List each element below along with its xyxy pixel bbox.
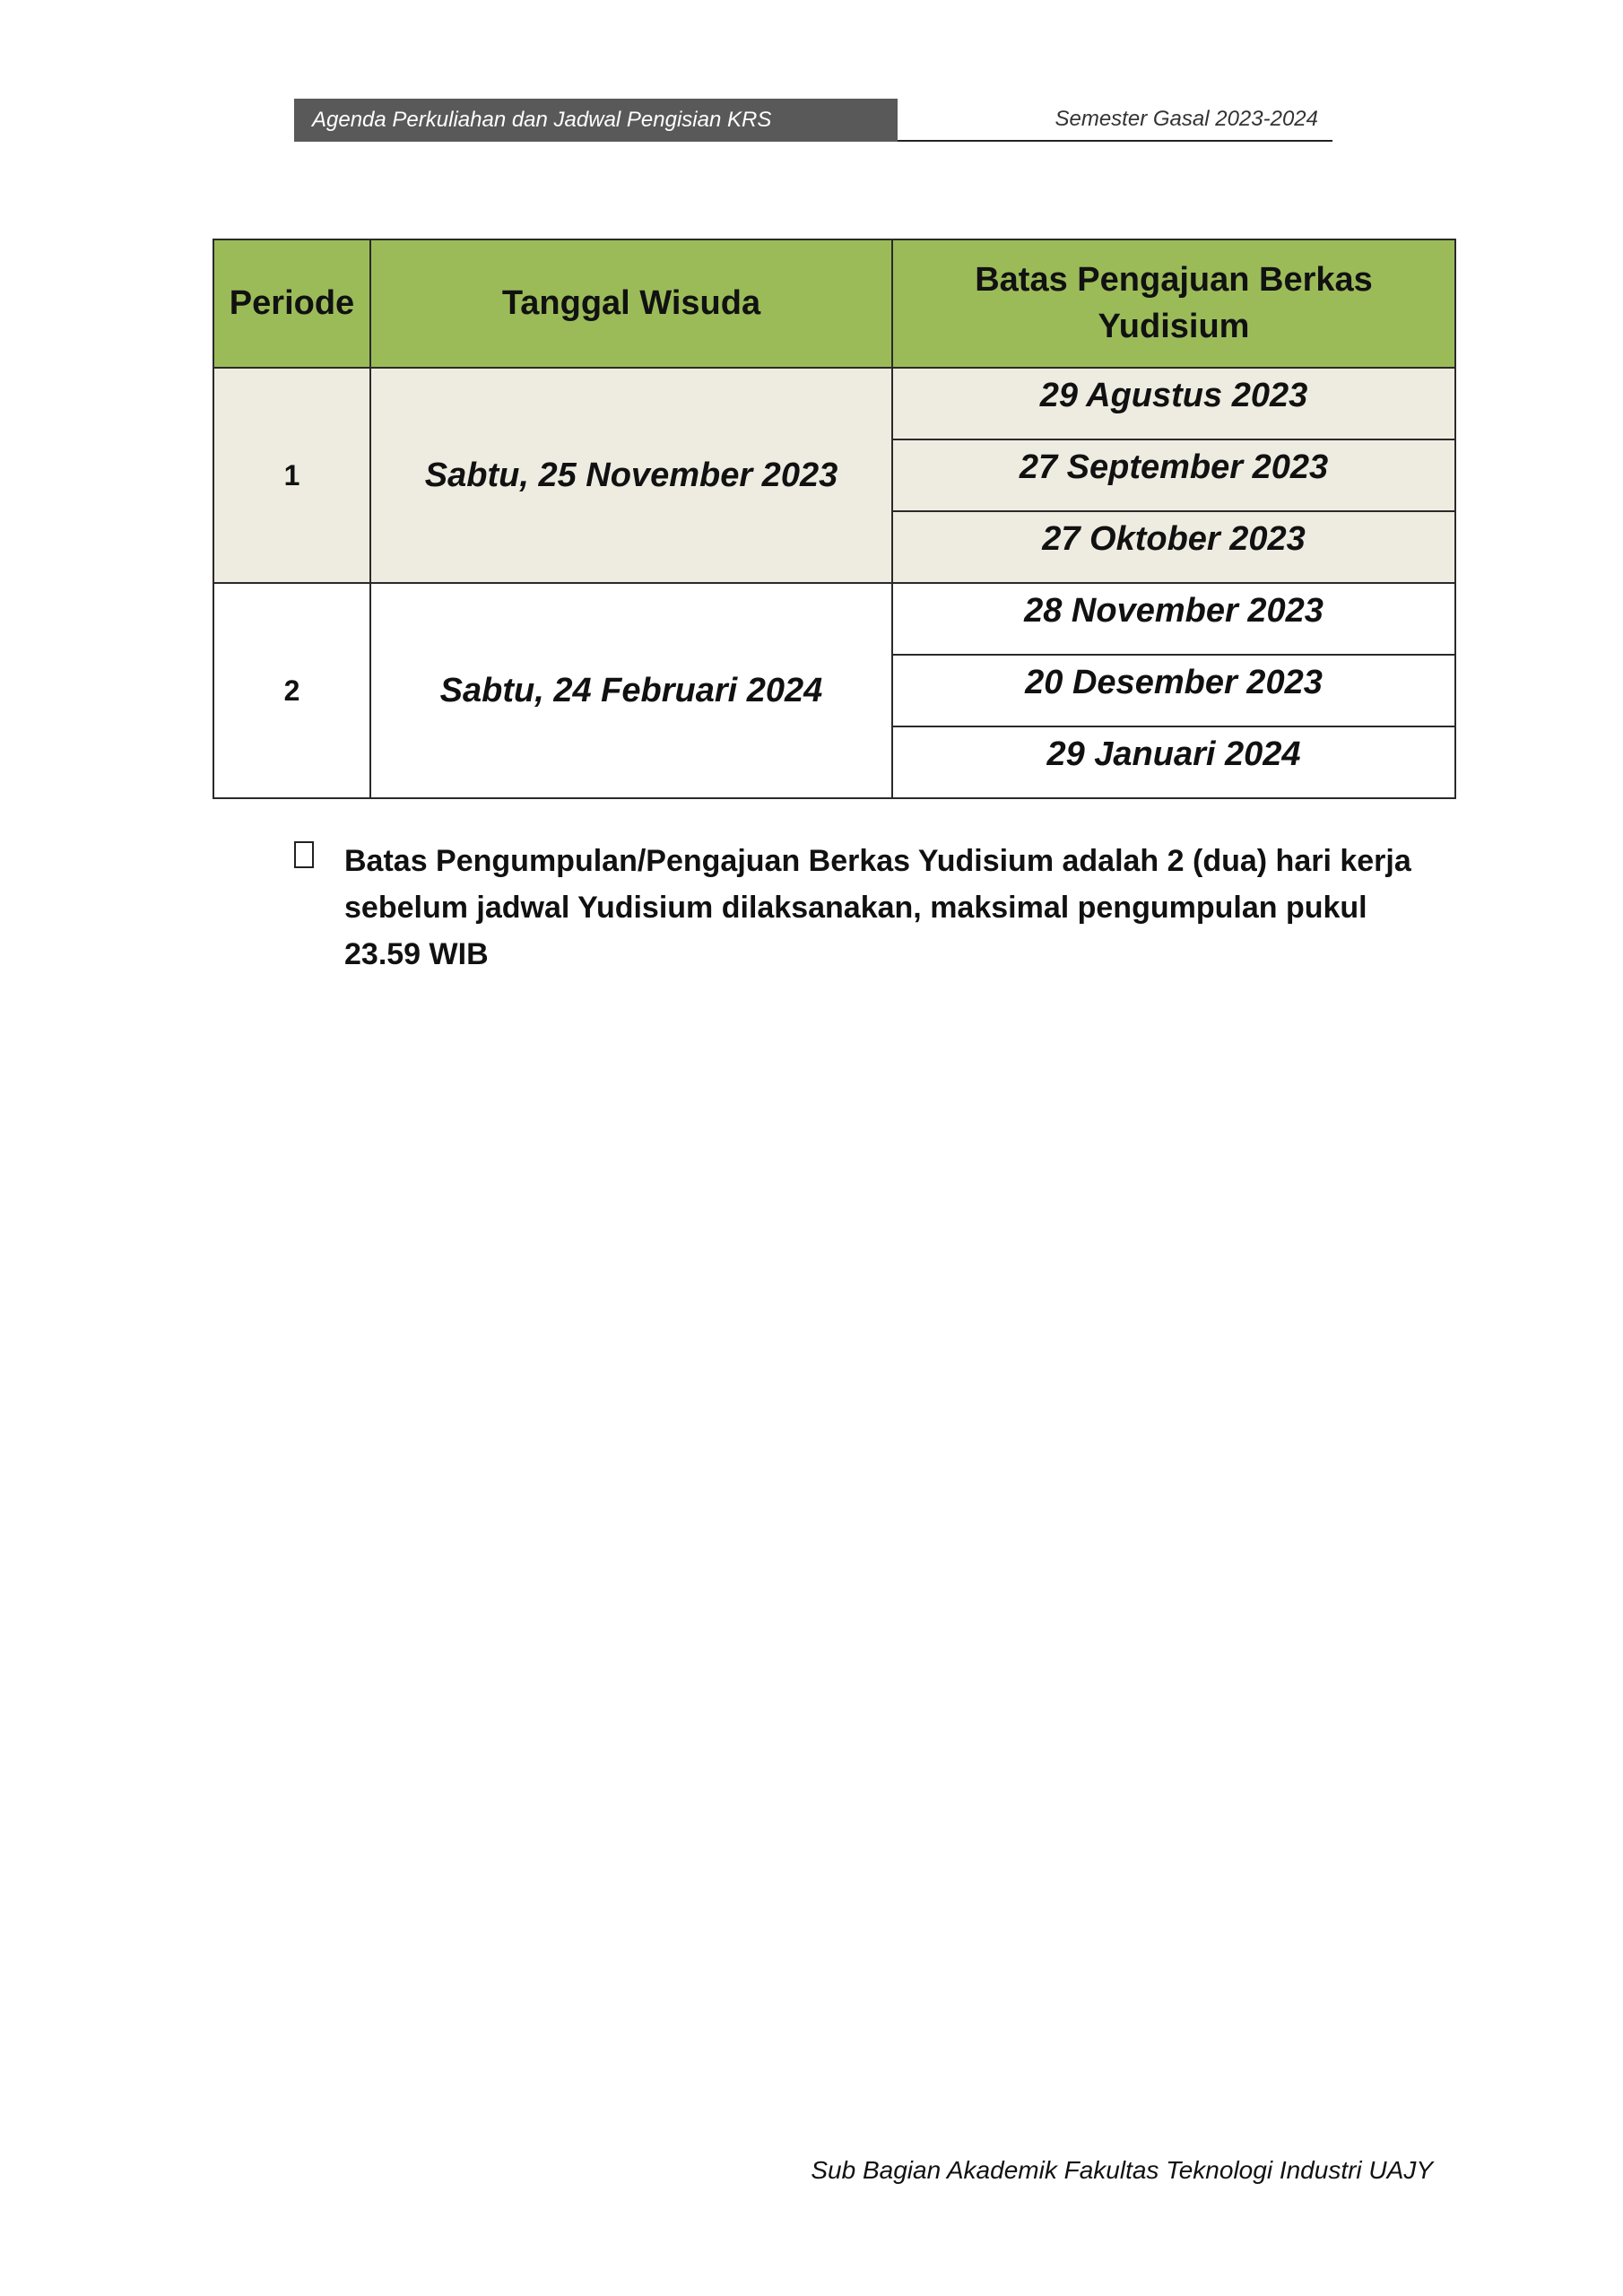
- bullet-box-icon: [294, 841, 314, 868]
- graduation-schedule-table: [213, 239, 1456, 799]
- deadline-date: 27 Oktober 2023: [892, 511, 1455, 583]
- deadline-note: [294, 838, 1433, 978]
- deadline-date: 27 September 2023: [892, 439, 1455, 511]
- table-row: [213, 583, 1455, 655]
- header-tanggal-wisuda: Tanggal Wisuda: [370, 239, 892, 368]
- graduation-date: Sabtu, 25 November 2023: [370, 368, 892, 583]
- deadline-date: 29 Agustus 2023: [892, 368, 1455, 439]
- document-header-title: Agenda Perkuliahan dan Jadwal Pengisian KRS: [294, 99, 898, 142]
- table-row: [213, 368, 1455, 439]
- table-header-row: [213, 239, 1455, 368]
- graduation-date: Sabtu, 24 Februari 2024: [370, 583, 892, 798]
- header-periode: Periode: [213, 239, 370, 368]
- periode-number: 2: [213, 583, 370, 798]
- header-batas-pengajuan: Batas Pengajuan Berkas Yudisium: [892, 239, 1455, 368]
- semester-label: Semester Gasal 2023-2024: [898, 99, 1332, 142]
- note-text: Batas Pengumpulan/Pengajuan Berkas Yudisium adalah 2 (dua) hari kerja sebelum jadwal Yudisium dilaksanakan, maksimal pengumpulan pukul 23.59 WIB: [344, 844, 1411, 971]
- periode-number: 1: [213, 368, 370, 583]
- document-footer: Sub Bagian Akademik Fakultas Teknologi Industri UAJY: [811, 2156, 1433, 2184]
- deadline-date: 28 November 2023: [892, 583, 1455, 655]
- deadline-date: 29 Januari 2024: [892, 726, 1455, 798]
- deadline-date: 20 Desember 2023: [892, 655, 1455, 726]
